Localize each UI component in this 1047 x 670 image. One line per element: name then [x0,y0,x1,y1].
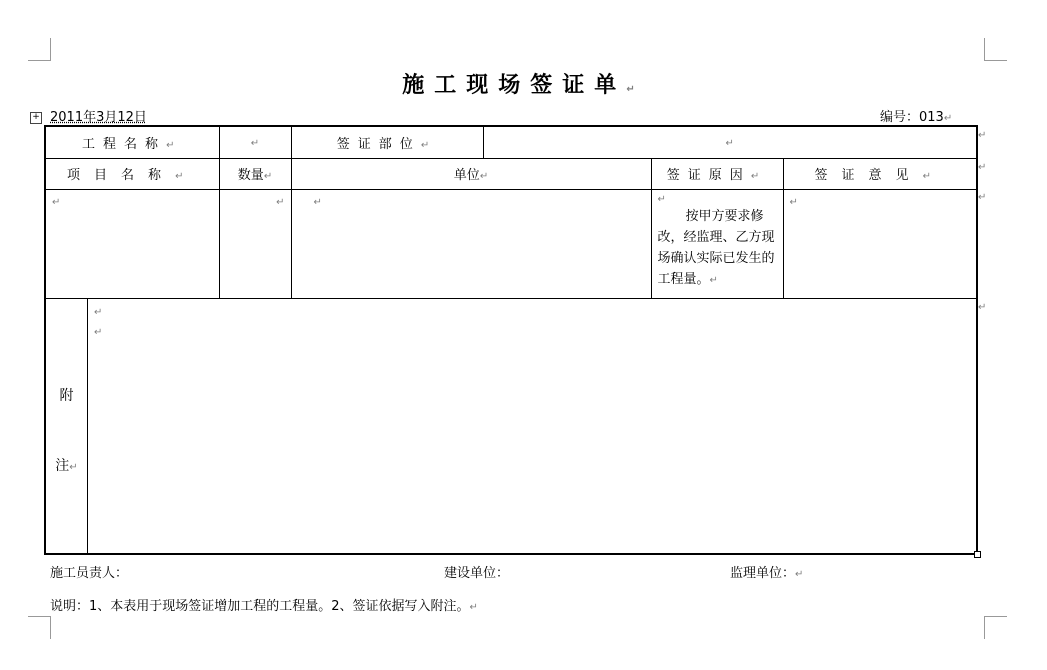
header-item-name: 项目名称↵ [45,158,219,189]
crop-mark-top-left [28,38,51,61]
document-number: 编号：013↵ [880,110,953,125]
description-note: 说明：1、本表用于现场签证增加工程的工程量。2、签证依据写入附注。↵ [50,599,478,614]
header-opinion: 签证意见↵ [783,158,977,189]
page-title: 施工现场签证单↵ [402,73,645,98]
paragraph-mark-icon: ↵ [626,84,645,95]
header-quantity: 数量↵ [219,158,291,189]
header-unit: 单位↵ [291,158,651,189]
project-name-value[interactable]: ↵ [219,126,291,158]
header-reason: 签证原因↵ [651,158,783,189]
notes-cell [45,298,977,554]
location-label: 签证部位↵ [291,126,483,158]
location-value[interactable]: ↵ [483,126,977,158]
table-resize-handle[interactable] [974,551,981,558]
crop-mark-bottom-left [28,616,51,639]
table-row [45,189,977,298]
quantity-cell[interactable]: ↵ [219,189,291,298]
builder-label: 建设单位： [444,566,510,581]
unit-cell[interactable]: ↵ [291,189,651,298]
notes-label: 附 注↵ [46,299,88,553]
item-name-cell[interactable]: ↵ [45,189,219,298]
construction-lead-label: 施工员责人： [50,566,129,581]
table-row [45,298,977,554]
table-row [45,158,977,189]
table-row [45,126,977,158]
opinion-cell[interactable]: ↵ [783,189,977,298]
project-name-label: 工程名称↵ [45,126,219,158]
crop-mark-bottom-right [984,616,1007,639]
visa-form-table [44,125,978,555]
crop-mark-top-right [984,38,1007,61]
date: 2011年3月12日 [50,110,147,125]
supervisor-label: 监理单位：↵ [730,566,804,581]
reason-cell[interactable]: ↵ 按甲方要求修改，经监理、乙方现场确认实际已发生的工程量。↵ [651,189,783,298]
table-move-handle-icon[interactable]: + [30,112,42,124]
notes-content[interactable]: ↵ ↵ [94,306,103,338]
